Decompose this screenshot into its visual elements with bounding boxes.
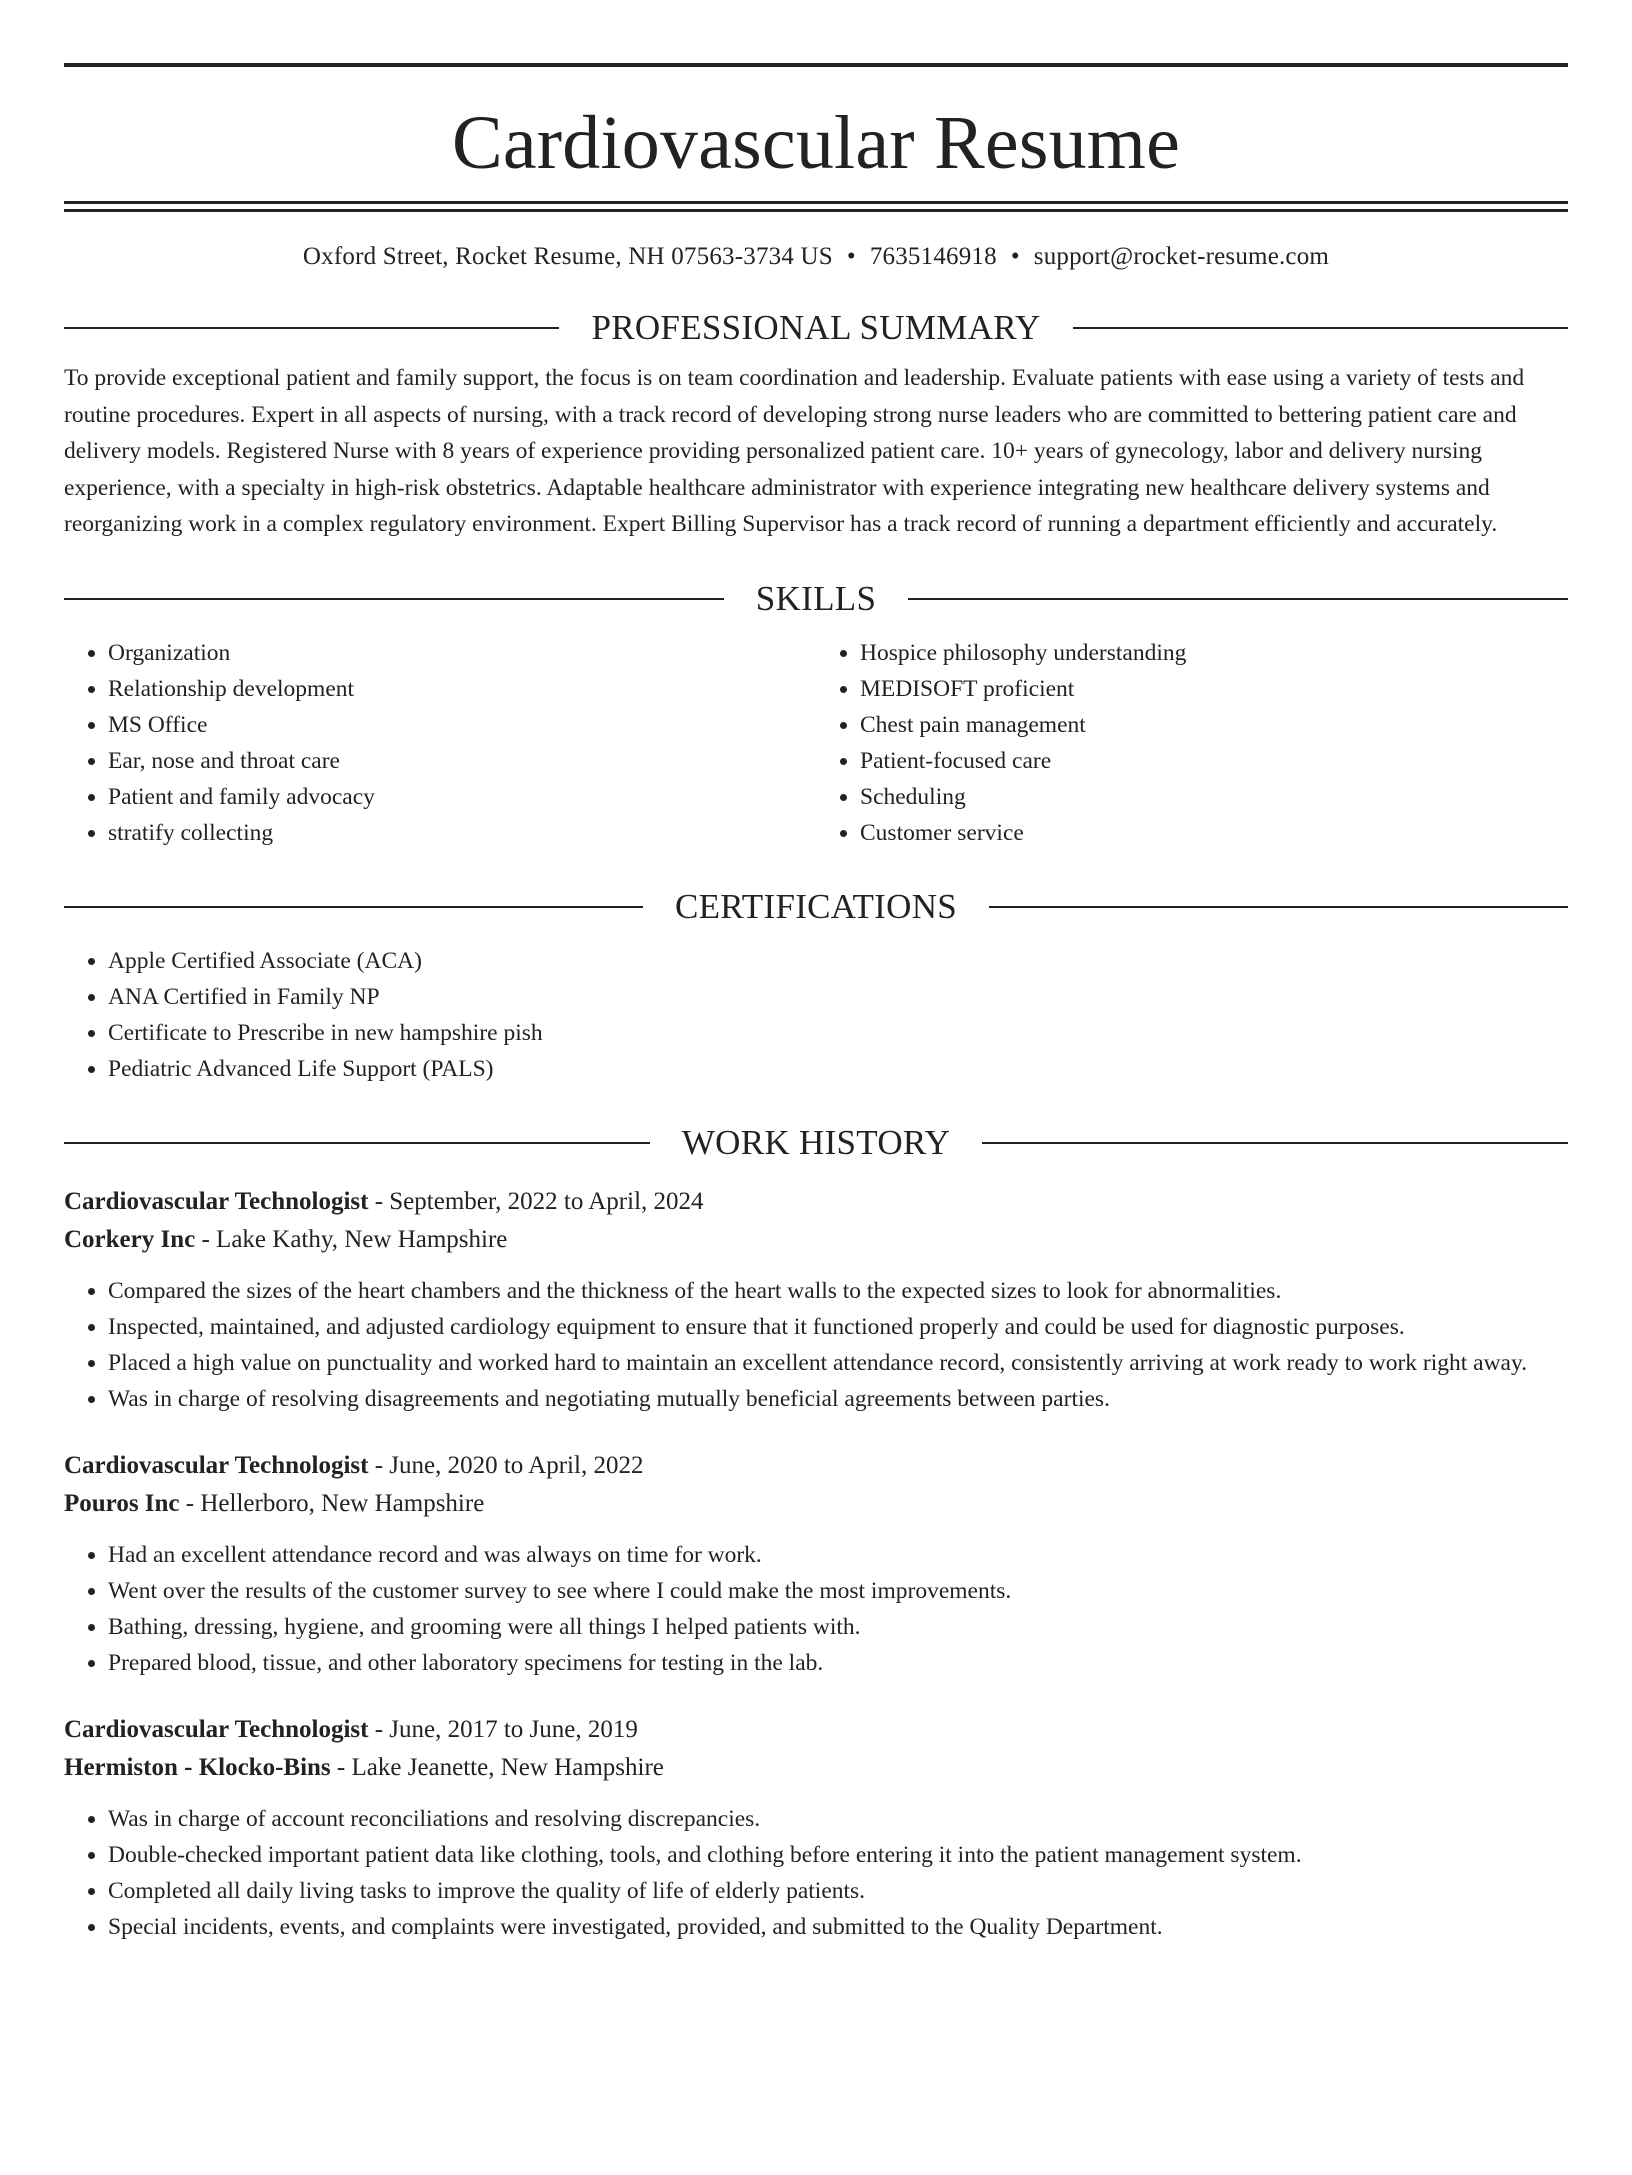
job-dates: - June, 2017 to June, 2019 xyxy=(368,1715,638,1743)
job-duties-list xyxy=(64,1273,1568,1417)
title-double-rule xyxy=(64,201,1568,212)
certification-item: • ANA Certified in Family NP xyxy=(108,979,1568,1015)
skill-item: • Patient-focused care xyxy=(860,743,1568,779)
job-company: Corkery Inc xyxy=(64,1225,196,1253)
job-duty-item: • Special incidents, events, and complaints were investigated, provided, and submitted to the Quality Department. xyxy=(108,1909,1568,1945)
job-company-line xyxy=(64,1485,1568,1523)
skill-item: • Organization xyxy=(108,635,816,671)
job-entry xyxy=(64,1183,1568,1417)
certification-item: • Certificate to Prescribe in new hampshire pish xyxy=(108,1015,1568,1051)
certifications-list xyxy=(64,943,1568,1087)
job-duty-item: • Bathing, dressing, hygiene, and grooming were all things I helped patients with. xyxy=(108,1609,1568,1645)
certification-item: • Apple Certified Associate (ACA) xyxy=(108,943,1568,979)
contact-line xyxy=(64,242,1568,272)
job-title-line xyxy=(64,1183,1568,1221)
section-rule xyxy=(64,598,724,600)
section-rule xyxy=(64,327,559,329)
skills-column-right xyxy=(816,635,1568,851)
work-history-list xyxy=(64,1183,1568,1945)
section-header-work-history xyxy=(64,1121,1568,1165)
section-title: PROFESSIONAL SUMMARY xyxy=(591,308,1041,347)
job-duty-item: • Was in charge of account reconciliations and resolving discrepancies. xyxy=(108,1801,1568,1837)
section-rule xyxy=(64,1142,650,1144)
contact-address: Oxford Street, Rocket Resume, NH 07563-3734 US xyxy=(302,243,833,270)
job-duties-list xyxy=(64,1537,1568,1681)
job-role: Cardiovascular Technologist xyxy=(64,1451,369,1479)
skills-list xyxy=(64,635,1568,851)
section-rule xyxy=(908,598,1568,600)
job-location: - Hellerboro, New Hampshire xyxy=(179,1489,485,1517)
skill-item: • MS Office xyxy=(108,707,816,743)
job-duty-item: • Double-checked important patient data like clothing, tools, and clothing before entering it into the patient management system. xyxy=(108,1837,1568,1873)
job-duties-list xyxy=(64,1801,1568,1945)
job-dates: - September, 2022 to April, 2024 xyxy=(368,1187,704,1215)
section-rule xyxy=(1073,327,1568,329)
job-company: Pouros Inc xyxy=(64,1489,180,1517)
skill-item: • MEDISOFT proficient xyxy=(860,671,1568,707)
skill-item: • Hospice philosophy understanding xyxy=(860,635,1568,671)
job-role: Cardiovascular Technologist xyxy=(64,1187,369,1215)
contact-separator: • xyxy=(1010,243,1020,270)
job-company-line xyxy=(64,1749,1568,1787)
skill-item: • Patient and family advocacy xyxy=(108,779,816,815)
section-title: SKILLS xyxy=(755,578,877,618)
job-role: Cardiovascular Technologist xyxy=(64,1715,369,1743)
skill-item: • Ear, nose and throat care xyxy=(108,743,816,779)
contact-phone: 7635146918 xyxy=(869,243,997,270)
job-dates: - June, 2020 to April, 2022 xyxy=(368,1451,644,1479)
job-duty-item: • Completed all daily living tasks to improve the quality of life of elderly patients. xyxy=(108,1873,1568,1909)
skill-item: • stratify collecting xyxy=(108,815,816,851)
certification-item: • Pediatric Advanced Life Support (PALS) xyxy=(108,1051,1568,1087)
skill-item: • Customer service xyxy=(860,815,1568,851)
skill-item: • Chest pain management xyxy=(860,707,1568,743)
job-location: - Lake Jeanette, New Hampshire xyxy=(330,1753,664,1781)
section-title: WORK HISTORY xyxy=(681,1122,951,1162)
job-duty-item: • Was in charge of resolving disagreements and negotiating mutually beneficial agreements between parties. xyxy=(108,1381,1568,1417)
resume-page xyxy=(0,63,1632,2175)
summary-text: To provide exceptional patient and family support, the focus is on team coordination and leadership. Evaluate patients with ease using a variety of tests and routine procedures. Expert in all aspects of nursing, with a track record of developing strong nurse leaders who are committed to bettering patient care and delivery models. Registered Nurse with 8 years of experience providing personalized patient care. 10+ years of gynecology, labor and delivery nursing experience, with a specialty in high-risk obstetrics. Adaptable healthcare administrator with experience integrating new healthcare delivery systems and reorganizing work in a complex regulatory environment. Expert Billing Supervisor has a track record of running a department efficiently and accurately. xyxy=(64,365,1525,537)
job-entry xyxy=(64,1447,1568,1681)
top-rule xyxy=(64,63,1568,67)
skill-item: • Relationship development xyxy=(108,671,816,707)
job-location: - Lake Kathy, New Hampshire xyxy=(195,1225,508,1253)
section-header-certifications xyxy=(64,885,1568,929)
section-title: CERTIFICATIONS xyxy=(674,886,958,926)
skill-item: • Scheduling xyxy=(860,779,1568,815)
job-title-line xyxy=(64,1447,1568,1485)
job-duty-item: • Went over the results of the customer survey to see where I could make the most improvements. xyxy=(108,1573,1568,1609)
section-rule xyxy=(64,906,643,908)
section-header-skills xyxy=(64,577,1568,621)
job-title-line xyxy=(64,1711,1568,1749)
job-duty-item: • Compared the sizes of the heart chambers and the thickness of the heart walls to the expected sizes to look for abnormalities. xyxy=(108,1273,1568,1309)
job-company: Hermiston - Klocko-Bins xyxy=(64,1753,331,1781)
section-rule xyxy=(989,906,1568,908)
section-header-summary xyxy=(64,306,1568,350)
section-rule xyxy=(982,1142,1568,1144)
job-duty-item: • Inspected, maintained, and adjusted cardiology equipment to ensure that it functioned properly and could be used for diagnostic purposes. xyxy=(108,1309,1568,1345)
job-duty-item: • Had an excellent attendance record and was always on time for work. xyxy=(108,1537,1568,1573)
job-entry xyxy=(64,1711,1568,1945)
contact-email: support@rocket-resume.com xyxy=(1033,243,1330,270)
skills-column-left xyxy=(64,635,816,851)
resume-title: Cardiovascular Resume xyxy=(451,101,1181,185)
contact-separator: • xyxy=(846,243,856,270)
job-duty-item: • Placed a high value on punctuality and worked hard to maintain an excellent attendance record, consistently arriving at work ready to work right away. xyxy=(108,1345,1568,1381)
job-duty-item: • Prepared blood, tissue, and other laboratory specimens for testing in the lab. xyxy=(108,1645,1568,1681)
job-company-line xyxy=(64,1221,1568,1259)
